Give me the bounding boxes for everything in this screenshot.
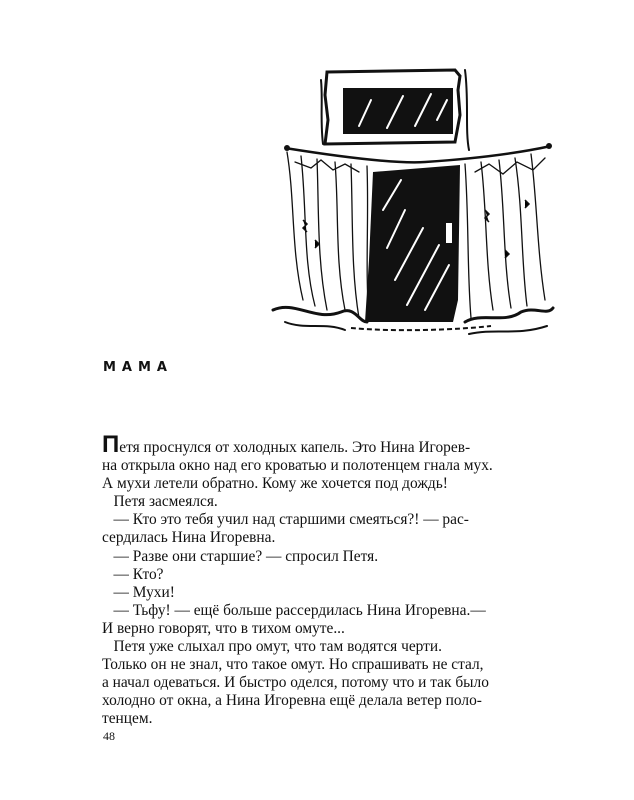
right-curtain [465,154,553,334]
page-number: 48 [103,729,115,743]
text-line: А мухи летели обратно. Кому же хочется под дождь! [102,475,448,493]
text-line: Только он не знал, что такое омут. Но спрашивать не стал, [102,656,484,674]
sill [351,326,491,330]
window-curtains-illustration [255,60,555,350]
left-curtain [273,152,369,330]
text-line-content: етя проснулся от холодных капель. Это Нина Игорев- [119,439,471,456]
text-line [102,431,568,458]
text-line: Петя уже слыхал про омут, что там водятся черти. [102,638,442,656]
text-line: — Кто? [102,565,164,583]
text-line: а начал одеваться. И быстро оделся, потому что и так было [102,674,489,692]
text-line: — Тьфу! — ещё больше рассердилась Нина Игоревна.— [102,601,486,619]
text-line: — Разве они старшие? — спросил Петя. [102,547,379,565]
door-handle [445,222,453,244]
text-line: на открыла окно над его кроватью и полотенцем гнала мух. [102,457,493,475]
text-line: — Кто это тебя учил над старшими смеяться?! — рас- [102,511,469,529]
text-line: Петя засмеялся. [102,493,218,511]
curtain-rod [285,146,551,162]
text-line: тенцем. [102,710,153,728]
upper-pane [343,88,453,134]
text-line: И верно говорят, что в тихом омуте... [102,619,345,637]
text-line: холодно от окна, а Нина Игоревна ещё делала ветер поло- [102,692,482,710]
chapter-title: МАМА [103,360,173,375]
text-line: сердилась Нина Игоревна. [102,529,276,547]
dropcap-letter: П [102,431,120,458]
story-text [102,431,568,729]
text-line: — Мухи! [102,583,175,601]
